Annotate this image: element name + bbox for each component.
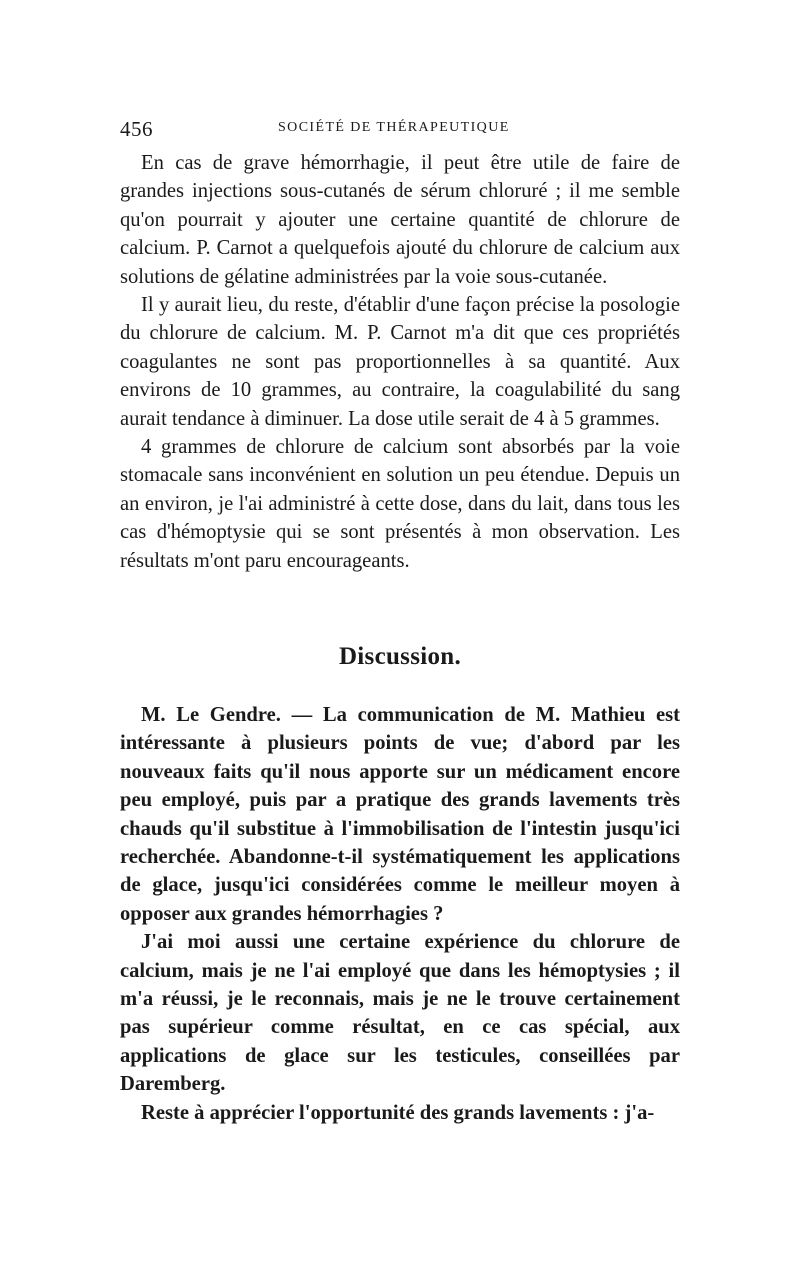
body-text bbox=[120, 149, 680, 575]
discussion-paragraph bbox=[120, 701, 680, 928]
section-title: Discussion. bbox=[338, 643, 462, 670]
discussion-text bbox=[120, 701, 680, 1127]
discussion-paragraph: Reste à apprécier l'opportunité des grands lavements : j'a- bbox=[141, 1101, 655, 1124]
body-paragraph: 4 grammes de chlorure de calcium sont absorbés par la voie stomacale sans inconvénient en solution un peu étendue. Depuis un an environ, je l'ai administré à cette dose, dans du lait, dans tous les cas d'hémoptysie qui se sont présentés à mon observation. Les résultats m'ont paru encourageants. bbox=[120, 436, 680, 572]
page-header bbox=[120, 117, 680, 143]
body-paragraph: En cas de grave hémorrhagie, il peut être utile de faire de grandes injections sous-cutanés de sérum chloruré ; il me semble qu'on pourrait y ajouter une certaine quantité de chlorure de calcium. P. Carnot a quelquefois ajouté du chlorure de calcium aux solutions de gélatine administrées par la voie sous-cutanée. bbox=[120, 152, 680, 288]
body-paragraph: Il y aurait lieu, du reste, d'établir d'une façon précise la posologie du chlorure de calcium. M. P. Carnot m'a dit que ces propriétés coagulantes ne sont pas proportionnelles à sa quantité. Aux environs de 10 grammes, au contraire, la coagulabilité du sang aurait tendance à diminuer. La dose utile serait de 4 à 5 grammes. bbox=[120, 294, 680, 430]
discussion-paragraph-text: — La communication de M. Mathieu est intéressante à plusieurs points de vue; d'abord par les nouveaux faits qu'il nous apporte sur un médicament encore peu employé, puis par a pratique des grands lavements très chauds qu'il substitue à l'immobilisation de l'intestin jusqu'ici recherchée. Abandonne-t-il systématiquement les applications de glace, jusqu'ici considérées comme le meilleur moyen à opposer aux grandes hémorrhagies ? bbox=[120, 704, 680, 925]
page-number: 456 bbox=[120, 117, 153, 141]
speaker-name: M. Le Gendre. bbox=[141, 704, 281, 726]
discussion-paragraph: J'ai moi aussi une certaine expérience du chlorure de calcium, mais je ne l'ai employé que dans les hémoptysies ; il m'a réussi, je le reconnais, mais je ne le trouve certainement pas supérieur comme résultat, en ce cas spécial, aux applications de glace sur les testicules, conseillées par Daremberg. bbox=[120, 931, 680, 1096]
running-title: SOCIÉTÉ DE THÉRAPEUTIQUE bbox=[278, 120, 510, 135]
